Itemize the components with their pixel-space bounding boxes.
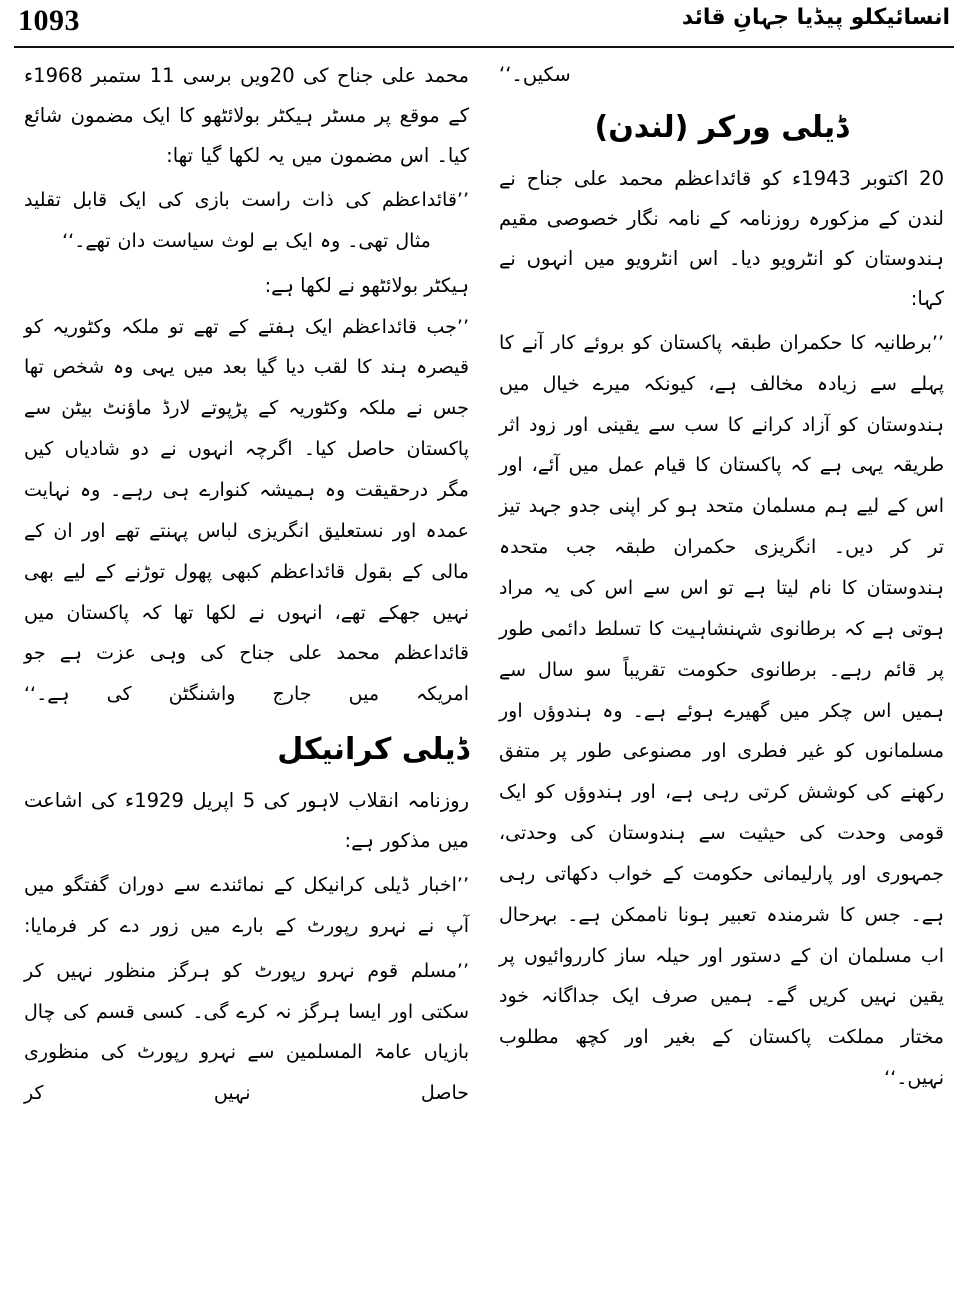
intro-paragraph: محمد علی جناح کی 20ویں برسی 11 ستمبر 1968ء کے موقع پر مسٹر ہیکٹر بولائٹھو کا ایک مضمون شائع کیا۔ اس مضمون میں یہ لکھا گیا تھا:: [24, 64, 470, 167]
attribution-line-1: ہیکٹر بولائٹھو نے لکھا ہے:: [264, 273, 469, 297]
book-title: انسائیکلو پیڈیا جہانِ قائد: [681, 5, 950, 30]
left-quote-block-1: ’’برطانیہ کا حکمران طبقہ پاکستان کو بروئے کار آنے کا پہلے سے زیادہ مخالف ہے، کیونکہ میرے خیال میں ہندوستان کو آزاد کرانے کا سب سے یقینی اور زود اثر طریقہ یہی ہے کہ پاکستان کا قیام عمل میں آئے، اور اس کے لیے ہم مسلمان متحد ہو کر اپنی جدو جہد تیز تر کر دیں۔ انگریزی حکمران طبقہ جب متحدہ ہندوستان کا نام لیتا ہے تو اس سے اس کی یہ مراد ہوتی ہے کہ برطانوی شہنشاہیت کا تسلط دائمی طور پر قائم رہے۔ برطانوی حکومت تقریباً سو سال سے ہمیں اس چکر میں گھیرے ہوئے ہے۔ وہ ہندوؤں اور مسلمانوں کو غیر فطری اور مصنوعی طور پر متفق رکھنے کی کوشش کرتی رہی ہے، اور ہندوؤں کو ایک قومی وحدت کی حیثیت سے ہندوستان کی وحدتی، جمہوری اور پارلیمانی حکومت کے خواب دکھاتی رہی ہے۔ جس کا شرمندہ تعبیر ہونا ناممکن ہے۔ بہرحال اب مسلمان ان کے دستور اور حیلہ ساز کارروائیوں پر یقین نہیں کریں گے۔ ہمیں صرف ایک جداگانہ خود مختار مملکت پاکستان کے بغیر اور کچھ مطلوب نہیں۔‘‘: [499, 331, 944, 1090]
quote-block-1: ’’قائداعظم کی ذات راست بازی کی ایک قابل تقلید مثال تھی۔ وہ ایک بے لوث سیاست دان تھے۔‘‘: [24, 188, 469, 252]
page-number: 1093: [18, 4, 80, 37]
section-heading-daily-worker: ڈیلی ورکر (لندن): [594, 110, 849, 146]
page-body: [14, 56, 954, 1289]
quote-block-3-part2: ’’مسلم قوم نہرو رپورٹ کو ہرگز منظور نہیں کر سکتی اور ایسا ہرگز نہ کرے گی۔ کسی قسم کی چال بازیاں عامۃ المسلمین سے نہرو رپورٹ کی منظوری حاصل نہیں کر: [24, 959, 469, 1105]
left-paragraph-1: 20 اکتوبر 1943ء کو قائداعظم محمد علی جناح نے لندن کے مزکورہ روزنامہ کے نامہ نگار خصوصی مقیم ہندوستان کو انٹرویو دیا۔ اس انٹرویو میں انہوں نے کہا:: [499, 167, 944, 310]
carryover-line: سکیں۔‘‘: [499, 63, 571, 86]
section-heading-daily-chronicle: ڈیلی کرانیکل: [277, 732, 469, 768]
page-header: [0, 0, 968, 48]
quote-block-3-part1: ’’اخبار ڈیلی کرانیکل کے نمائندے سے دوران گفتگو میں آپ نے نہرو رپورٹ کے بارے میں زور دے کر فرمایا:: [24, 873, 469, 937]
column-left: [493, 56, 954, 1289]
quote-block-2: ’’جب قائداعظم ایک ہفتے کے تھے تو ملکہ وکٹوریہ کو قیصرہ ہند کا لقب دیا گیا بعد میں یہی وہ شخص تھا جس نے ملکہ وکٹوریہ کے پڑپوتے لارڈ ماؤنٹ بیٹن سے پاکستان حاصل کیا۔ اگرچہ انہوں نے دو شادیاں کیں مگر درحقیقت وہ ہمیشہ کنوارے ہی رہے۔ وہ نہایت عمدہ اور نستعلیق انگریزی لباس پہنتے تھے اور ان کے مالی کے بقول قائداعظم کبھی پھول توڑنے کے لیے بھی نہیں جھکے تھے، انہوں نے لکھا تھا کہ پاکستان میں قائداعظم محمد علی جناح کی وہی عزت ہے جو امریکہ میں جارج واشنگٹن کی ہے۔‘‘: [24, 315, 469, 706]
paragraph-after-heading: روزنامہ انقلاب لاہور کی 5 اپریل 1929ء کی اشاعت میں مذکور ہے:: [24, 789, 469, 852]
header-divider: [14, 46, 954, 48]
column-right: [14, 56, 475, 1289]
